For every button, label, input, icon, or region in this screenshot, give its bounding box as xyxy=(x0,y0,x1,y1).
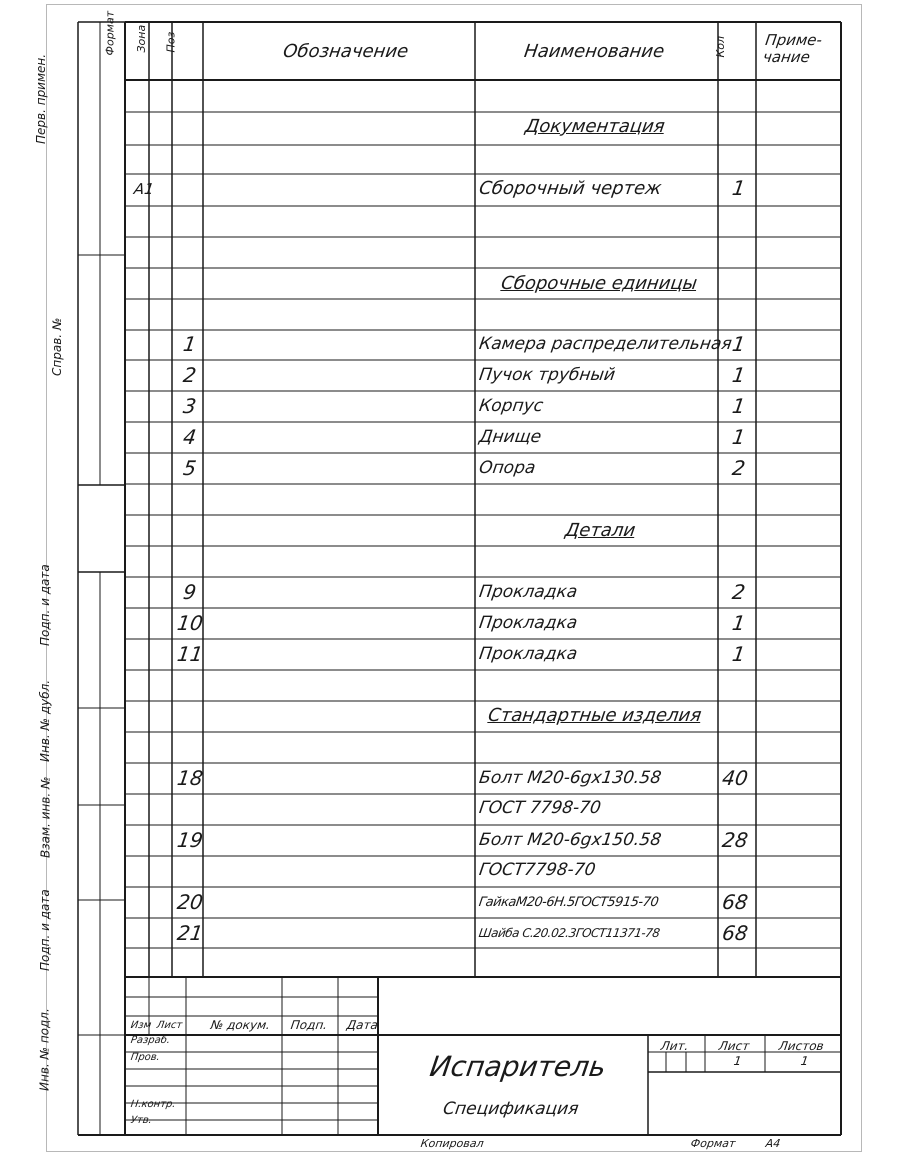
row-name: Пучок трубный xyxy=(477,365,617,385)
row-name: Болт М20-6gх130.58 xyxy=(477,768,663,788)
row-name: Днище xyxy=(477,427,543,447)
row-name: Опора xyxy=(477,458,537,478)
row-position: 3 xyxy=(181,394,198,418)
tb-izm: Изм xyxy=(130,1020,152,1031)
row-qty: 68 xyxy=(720,890,750,914)
row-qty: 1 xyxy=(730,332,747,356)
tb-sheet-value: 1 xyxy=(732,1054,743,1068)
row-position: 11 xyxy=(175,642,205,666)
row-name: Прокладка xyxy=(477,582,579,602)
side-label-vzam-inv: Взам. инв. № xyxy=(38,776,53,858)
row-name: Сборочный чертеж xyxy=(477,178,663,199)
doc-type: Спецификация xyxy=(441,1099,580,1119)
row-qty: 1 xyxy=(730,642,747,666)
row-qty: 2 xyxy=(730,580,747,604)
row-position: 21 xyxy=(175,921,205,945)
tb-lit: Лит. xyxy=(659,1039,690,1053)
footer-format-label: Формат xyxy=(689,1137,737,1150)
row-name: Прокладка xyxy=(477,613,579,633)
tb-doc-no: № докум. xyxy=(209,1018,271,1032)
row-qty: 2 xyxy=(730,456,747,480)
header-position: Поз xyxy=(164,31,178,53)
section-standard: Стандартные изделия xyxy=(486,705,703,726)
side-label-podp-data: Подп. и дата xyxy=(38,889,53,971)
row-position: 18 xyxy=(175,766,205,790)
side-label-podp-data: Подп. и дата xyxy=(38,564,53,646)
side-label-inv-podl: Инв. № подл. xyxy=(37,1008,52,1091)
tb-razrab: Разраб. xyxy=(130,1035,171,1046)
header-note: Приме- чание xyxy=(761,31,824,66)
tb-podp: Подп. xyxy=(289,1018,329,1032)
row-qty: 1 xyxy=(730,611,747,635)
row-position: 10 xyxy=(175,611,205,635)
row-qty: 1 xyxy=(730,363,747,387)
tb-utv: Утв. xyxy=(130,1115,153,1126)
tb-n-kontr: Н.контр. xyxy=(130,1099,177,1110)
tb-list: Лист xyxy=(156,1020,183,1031)
row-position: 20 xyxy=(175,890,205,914)
side-label-perv-primen: Перв. примен. xyxy=(33,53,48,144)
row-name: ГайкаМ20-6Н.5ГОСТ5915-70 xyxy=(477,895,660,910)
row-qty: 1 xyxy=(730,394,747,418)
row-name: Прокладка xyxy=(477,644,579,664)
header-zone: Зона xyxy=(135,24,149,53)
row-position: 1 xyxy=(181,332,198,356)
footer-copied: Копировал xyxy=(419,1137,485,1150)
row-qty: 28 xyxy=(720,828,750,852)
product-title: Испаритель xyxy=(427,1050,609,1083)
row-name: Шайба С.20.02.3ГОСТ11371-78 xyxy=(477,926,661,940)
tb-sheet: Лист xyxy=(717,1039,751,1053)
row-name: Корпус xyxy=(477,396,545,416)
row-qty: 1 xyxy=(730,176,747,200)
side-label-sprav: Справ. № xyxy=(49,317,64,376)
row-name: Камера распределительная xyxy=(477,334,734,354)
tb-sheets-value: 1 xyxy=(799,1054,810,1068)
row-qty: 40 xyxy=(720,766,750,790)
row-qty: 68 xyxy=(720,921,750,945)
row-name-cont: ГОСТ7798-70 xyxy=(477,860,597,880)
header-qty: Кол xyxy=(714,35,728,58)
tb-sheets: Листов xyxy=(777,1039,825,1053)
row-name-cont: ГОСТ 7798-70 xyxy=(477,798,603,818)
side-label-inv-dubl: Инв. № дубл. xyxy=(37,679,52,762)
row-qty: 1 xyxy=(730,425,747,449)
row-position: 5 xyxy=(181,456,198,480)
row-position: 4 xyxy=(181,425,198,449)
row-name: Болт М20-6gх150.58 xyxy=(477,830,663,850)
section-documentation: Документация xyxy=(523,116,667,137)
row-format: А1 xyxy=(132,180,156,198)
footer-format-value: А4 xyxy=(764,1137,782,1150)
header-format: Формат xyxy=(103,10,117,56)
row-position: 9 xyxy=(181,580,198,604)
row-position: 2 xyxy=(181,363,198,387)
section-assemblies: Сборочные единицы xyxy=(499,273,699,294)
tb-data: Дата xyxy=(345,1018,379,1032)
section-details: Детали xyxy=(563,520,637,541)
header-name: Наименование xyxy=(522,41,666,62)
row-position: 19 xyxy=(175,828,205,852)
tb-prov: Пров. xyxy=(130,1052,161,1063)
header-designation: Обозначение xyxy=(281,41,410,62)
